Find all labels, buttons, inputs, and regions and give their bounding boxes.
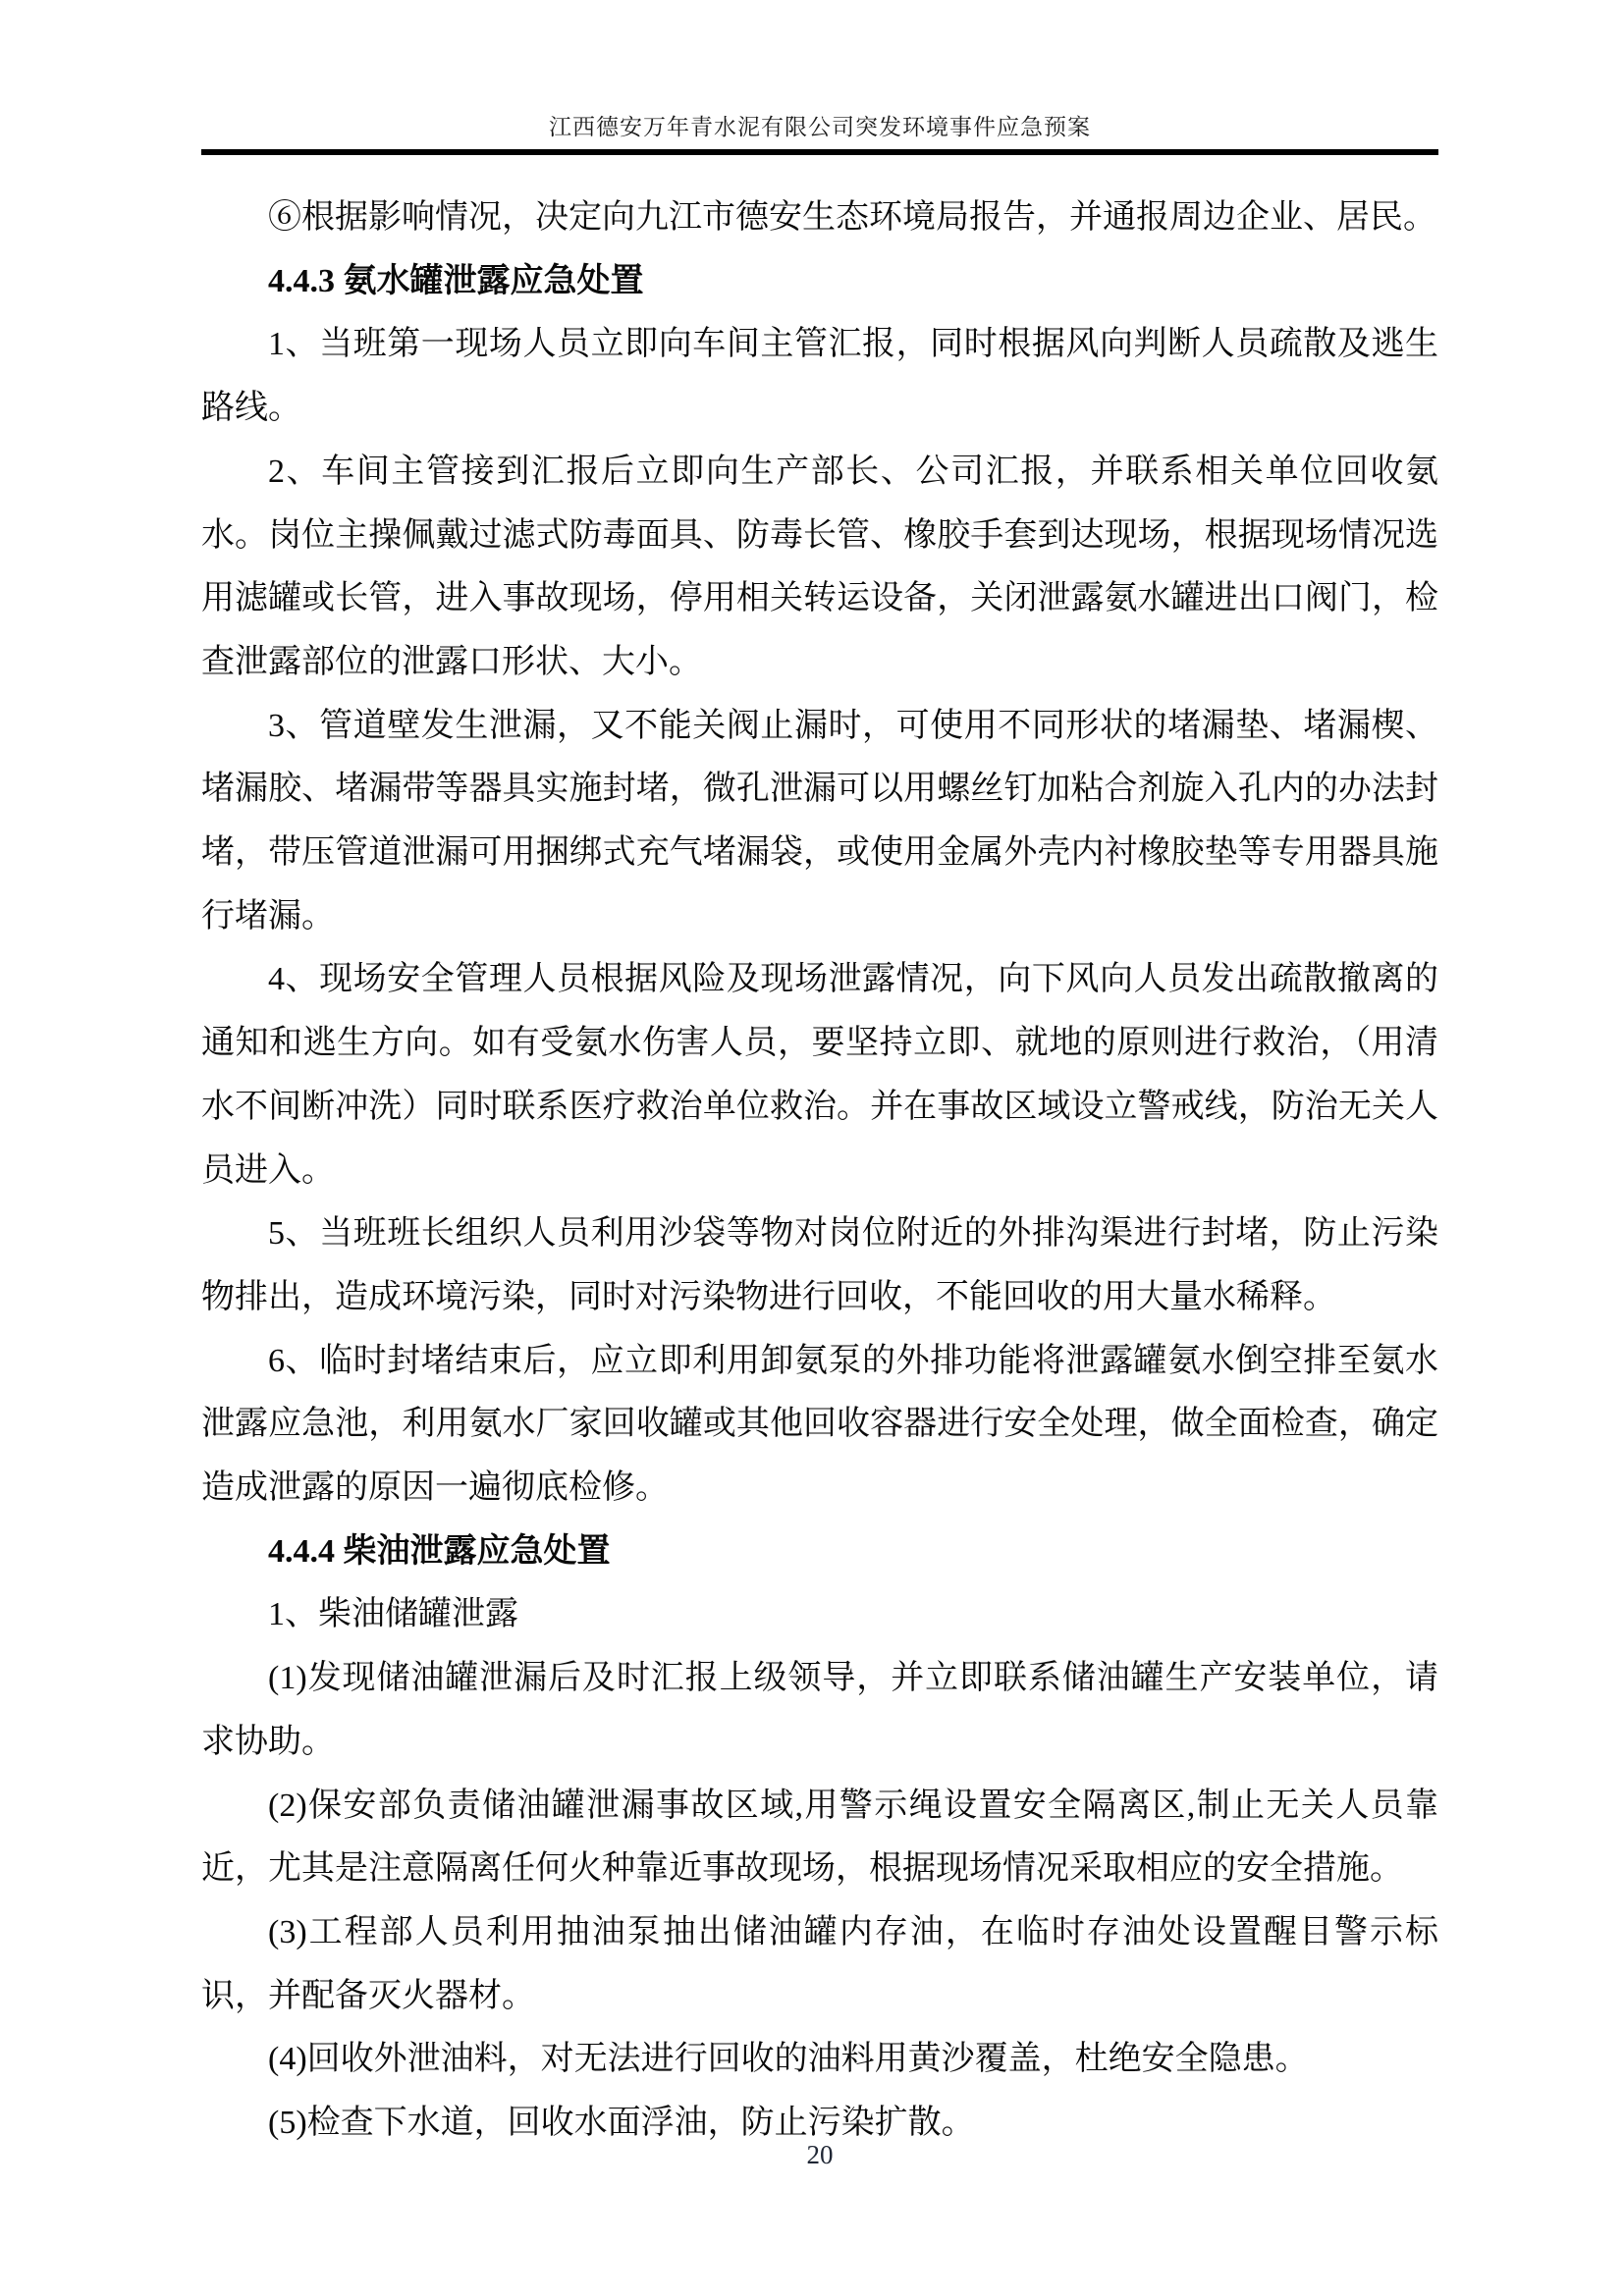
paragraph: (5)检查下水道，回收水面浮油，防止污染扩散。 <box>268 2105 975 2142</box>
paragraph: (1)发现储油罐泄漏后及时汇报上级领导，并立即联系储油罐生产安装单位，请求协助。 <box>201 1660 1438 1760</box>
page-number: 20 <box>806 2140 834 2169</box>
paragraph: (3)工程部人员利用抽油泵抽出储油罐内存油，在临时存油处设置醒目警示标识，并配备灭火器材。 <box>201 1913 1438 2014</box>
paragraph: (4)回收外泄油料，对无法进行回收的油料用黄沙覆盖，杜绝安全隐患。 <box>268 2041 1309 2078</box>
paragraph: (2)保安部负责储油罐泄漏事故区域,用警示绳设置安全隔离区,制止无关人员靠近，尤其是注意隔离任何火种靠近事故现场，根据现场情况采取相应的安全措施。 <box>201 1787 1438 1888</box>
paragraph: 2、车间主管接到汇报后立即向生产部长、公司汇报，并联系相关单位回收氨水。岗位主操佩戴过滤式防毒面具、防毒长管、橡胶手套到达现场，根据现场情况选用滤罐或长管，进入事故现场，停用相关转运设备，关闭泄露氨水罐进出口阀门，检查泄露部位的泄露口形状、大小。 <box>201 453 1438 680</box>
paragraph: 1、柴油储罐泄露 <box>268 1596 518 1633</box>
page-footer <box>201 2138 1438 2171</box>
section-heading: 4.4.4 柴油泄露应急处置 <box>268 1532 611 1570</box>
paragraph: 4、现场安全管理人员根据风险及现场泄露情况，向下风向人员发出疏散撤离的通知和逃生方向。如有受氨水伤害人员，要坚持立即、就地的原则进行救治，（用清水不间断冲洗）同时联系医疗救治单位救治。并在事故区域设立警戒线，防治无关人员进入。 <box>201 961 1438 1189</box>
paragraph: 3、管道壁发生泄漏，又不能关阀止漏时，可使用不同形状的堵漏垫、堵漏楔、堵漏胶、堵漏带等器具实施封堵，微孔泄漏可以用螺丝钉加粘合剂旋入孔内的办法封堵，带压管道泄漏可用捆绑式充气堵漏袋，或使用金属外壳内衬橡胶垫等专用器具施行堵漏。 <box>201 707 1438 934</box>
header-rule <box>201 149 1438 155</box>
section-heading: 4.4.3 氨水罐泄露应急处置 <box>268 262 644 299</box>
paragraph: 5、当班班长组织人员利用沙袋等物对岗位附近的外排沟渠进行封堵，防止污染物排出，造成环境污染，同时对污染物进行回收，不能回收的用大量水稀释。 <box>201 1215 1438 1315</box>
paragraph: ⑥根据影响情况，决定向九江市德安生态环境局报告，并通报周边企业、居民。 <box>268 199 1436 236</box>
header-title: 江西德安万年青水泥有限公司突发环境事件应急预案 <box>549 115 1091 139</box>
document-body <box>201 187 1438 2156</box>
paragraph: 6、临时封堵结束后，应立即利用卸氨泵的外排功能将泄露罐氨水倒空排至氨水泄露应急池，利用氨水厂家回收罐或其他回收容器进行安全处理，做全面检查，确定造成泄露的原因一遍彻底检修。 <box>201 1342 1438 1507</box>
page-header <box>201 112 1438 155</box>
paragraph: 1、当班第一现场人员立即向车间主管汇报，同时根据风向判断人员疏散及逃生路线。 <box>201 326 1438 427</box>
